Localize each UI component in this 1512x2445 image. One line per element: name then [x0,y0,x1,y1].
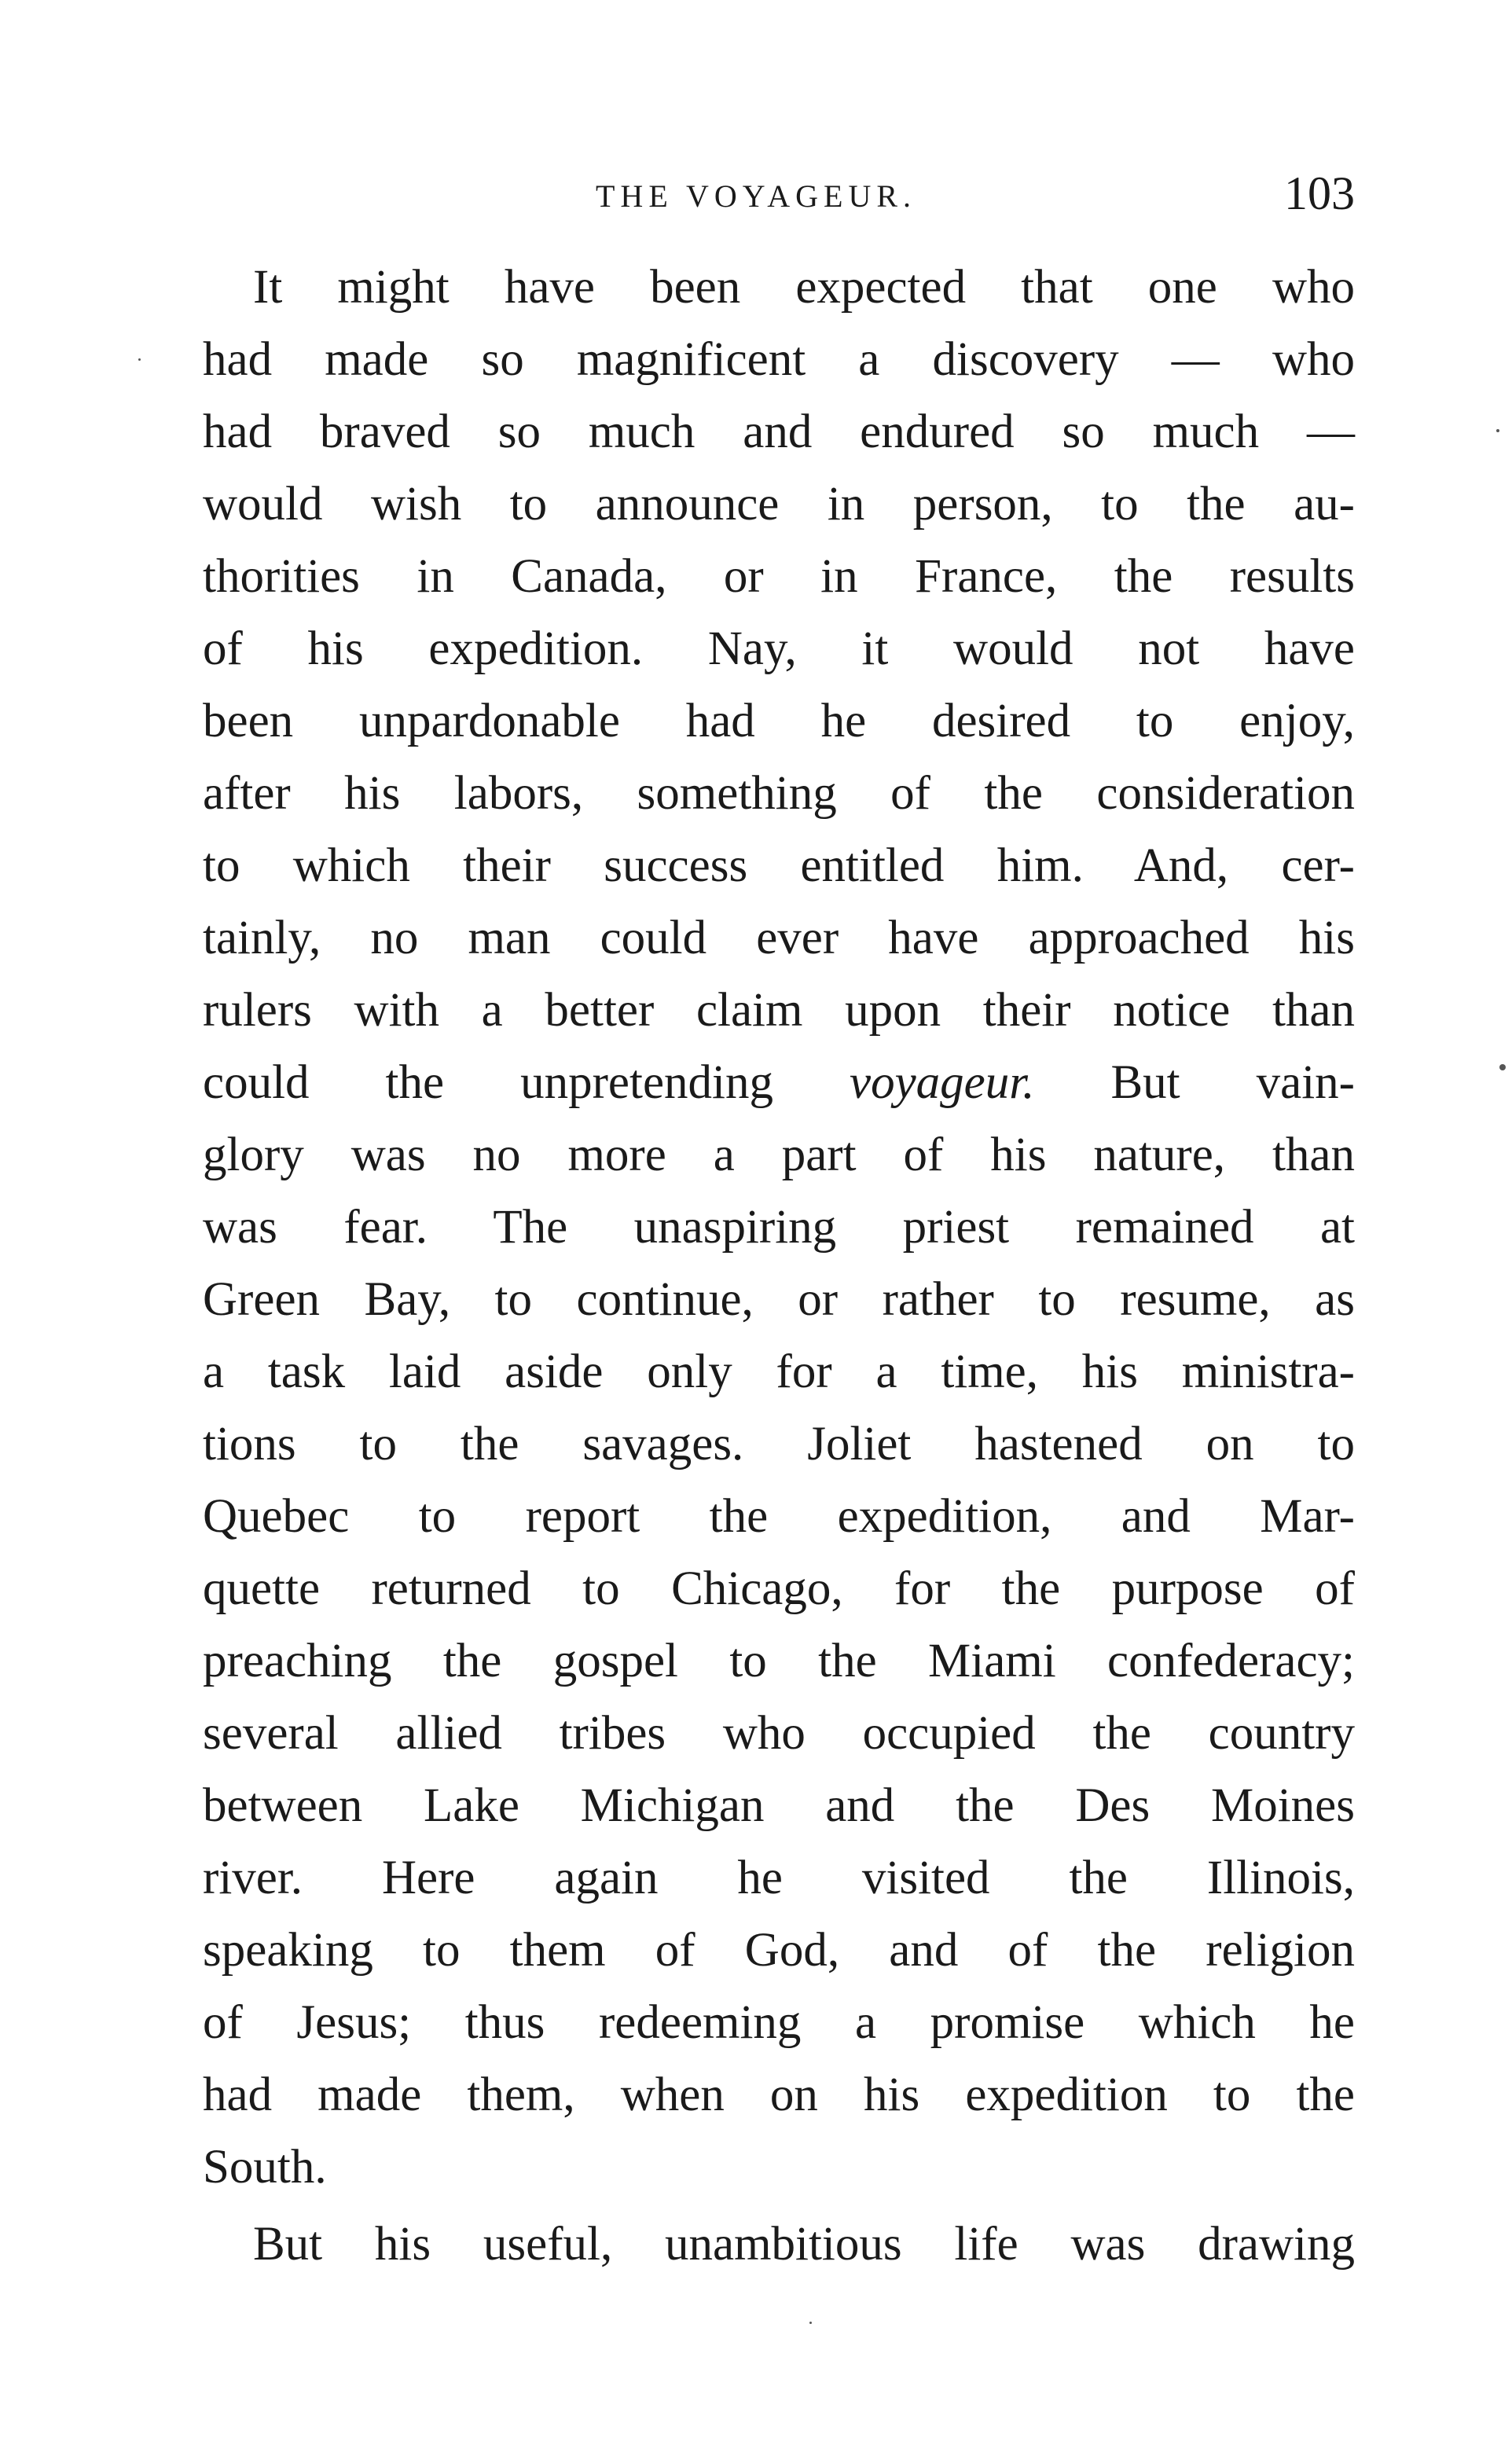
text-line: preaching the gospel to the Miami confederacy; [203,1635,1355,1687]
print-speck [809,2322,812,2324]
text-line: speaking to them of God, and of the religion [203,1924,1355,1977]
text-line: a task laid aside only for a time, his ministra- [203,1345,1355,1398]
paragraph-2 [203,2208,1355,2281]
print-speck [1496,429,1499,432]
text-line: glory was no more a part of his nature, than [203,1129,1355,1181]
text-line: was fear. The unaspiring priest remained at [203,1201,1355,1254]
text-line: of Jesus; thus redeeming a promise which he [203,1996,1355,2049]
text-line: rulers with a better claim upon their notice than [203,984,1355,1037]
line-text-before-italic: could the unpretending [203,1056,850,1109]
print-speck [138,358,141,361]
text-line: several allied tribes who occupied the country [203,1707,1355,1760]
text-line: between Lake Michigan and the Des Moines [203,1779,1355,1832]
text-line: quette returned to Chicago, for the purpose of [203,1562,1355,1615]
text-line: thorities in Canada, or in France, the results [203,550,1355,603]
text-line: river. Here again he visited the Illinois, [203,1852,1355,1904]
text-line: had made so magnificent a discovery — who [203,333,1355,386]
text-line: been unpardonable had he desired to enjoy, [203,695,1355,747]
running-head [203,165,1355,228]
text-line: of his expedition. Nay, it would not have [203,622,1355,675]
page-number: 103 [1284,167,1355,219]
text-line: It might have been expected that one who [253,261,1355,314]
running-title: THE VOYAGEUR. [596,178,917,214]
text-line: tions to the savages. Joliet hastened on to [203,1418,1355,1470]
text-line: to which their success entitled him. And, cer- [203,839,1355,892]
text-line-with-italic [203,1047,1355,1119]
text-line: Green Bay, to continue, or rather to resume, as [203,1273,1355,1326]
text-line: had braved so much and endured so much — [203,406,1355,458]
italic-word: voyageur. [850,1056,1035,1109]
text-line: Quebec to report the expedition, and Mar- [203,1490,1355,1543]
text-line: South. [203,2141,327,2194]
text-line: would wish to announce in person, to the au- [203,478,1355,530]
text-line: had made them, when on his expedition to the [203,2069,1355,2121]
body-text [203,251,1355,2281]
paragraph-1 [203,251,1355,2204]
text-line: tainly, no man could ever have approached his [203,912,1355,964]
line-text-after-italic: But vain- [1034,1056,1355,1109]
print-speck [1499,1064,1506,1070]
text-line: after his labors, something of the consideration [203,767,1355,820]
text-line: But his useful, unambitious life was drawing [253,2218,1355,2271]
